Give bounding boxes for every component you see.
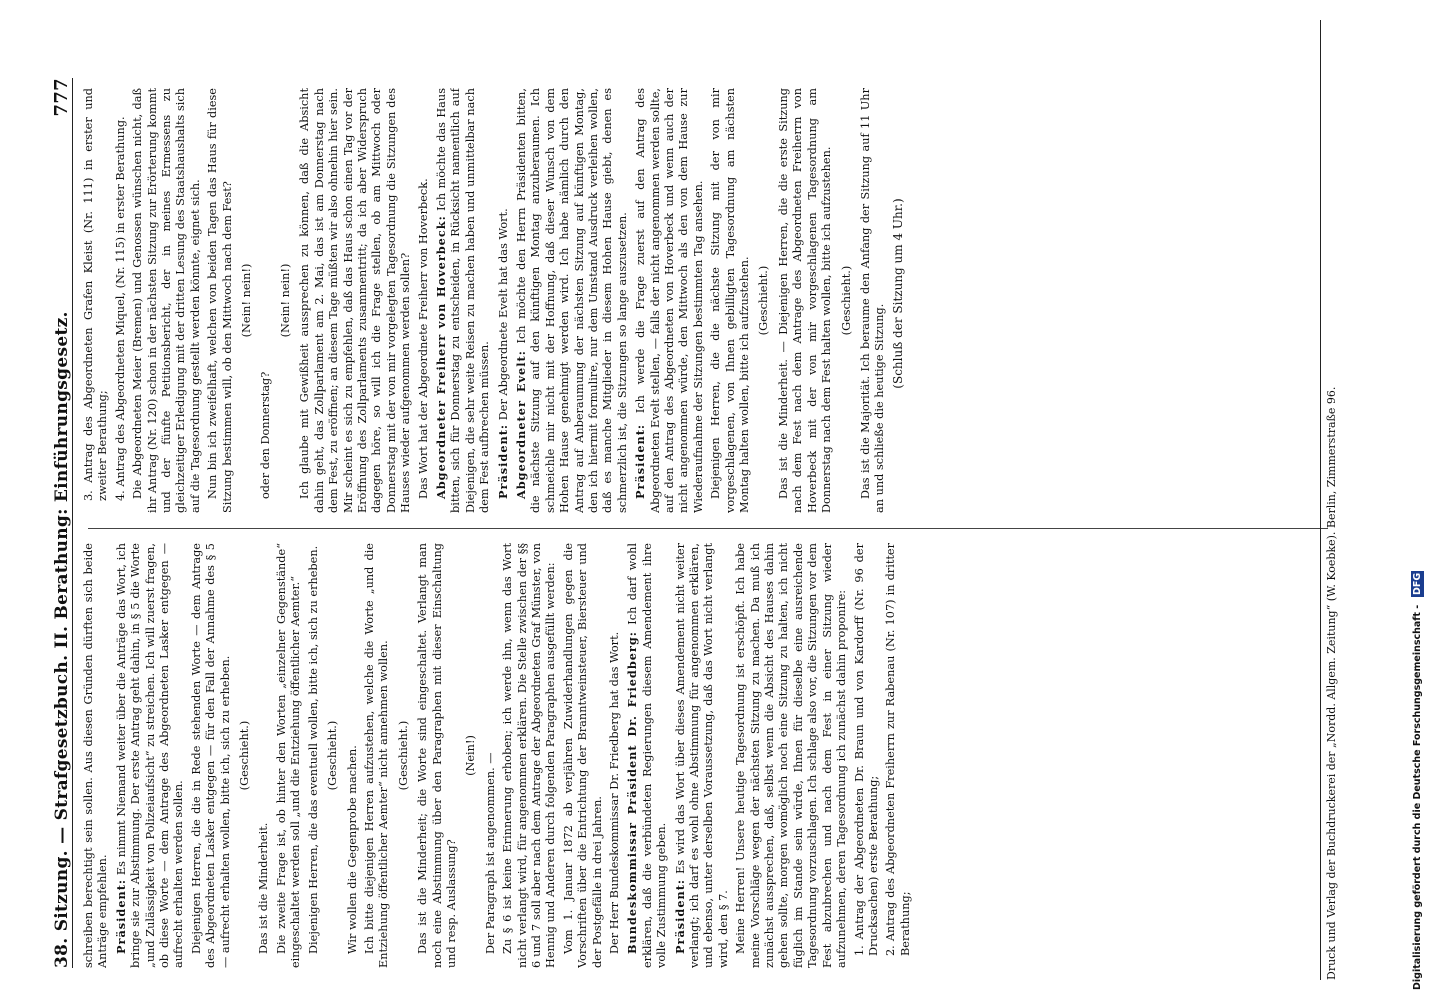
paragraph-text: Ich werde die Frage zuerst auf den Antrag des Abgeordneten Evelt stellen, — falls der nicht angenommen werden sollte, auf den Antrag des Abgeordneten von Hoverbeck und wenn auch der nicht angenommen würde, den Mittwoch als den von dem Hause zur Wiederaufnahme der Sitzungen bestimmten Tag ansehen. xyxy=(634,88,705,513)
stage-direction xyxy=(240,88,254,513)
agenda-item xyxy=(82,88,111,513)
paragraph xyxy=(625,543,669,968)
paragraph-text: (Geschieht.) xyxy=(396,720,410,791)
paragraph xyxy=(82,543,111,968)
paragraph-text: Das ist die Minderheit; die Worte sind eingeschaltet. Verlangt man noch eine Abstimmung über den Paragraphen mit dieser Einschaltung und resp. Auslassung? xyxy=(416,543,458,968)
dfg-logo: DFG xyxy=(1412,573,1423,596)
paragraph xyxy=(734,543,849,968)
paragraph-text: Die Abgeordneten Meier (Bremen) und Genossen wünschen nicht, daß ihr Antrag (Nr. 120) schon in der nächsten Sitzung zur Erörterung kommt und der fünfte Petitionsbericht, der in meines Ermessens zu gleichzeitiger Erledigung mit der dritten Lesung des Staatshaushalts sich auf die Tagesordnung gestellt werden könnte, eignet sich. xyxy=(131,88,202,513)
session-title: 38. Sitzung. — Strafgesetzbuch. II. Berathung: Einführungsgesetz. xyxy=(52,311,72,968)
agenda-item xyxy=(853,543,882,968)
paragraph xyxy=(514,88,630,513)
paragraph xyxy=(417,88,431,513)
digitization-note xyxy=(1412,30,1430,990)
paragraph-text: (Nein! nein!) xyxy=(278,263,292,338)
paragraph xyxy=(608,543,622,968)
paragraph xyxy=(709,88,752,513)
paragraph-text: (Nein! nein!) xyxy=(240,263,254,338)
session-end xyxy=(891,88,905,513)
paragraph-text: (Nein!) xyxy=(464,735,478,776)
paragraph xyxy=(633,88,706,513)
paragraph xyxy=(501,543,559,968)
paragraph-text: Der Paragraph ist angenommen. — xyxy=(483,752,497,954)
digitization-text: Digitalisierung gefördert durch die Deutsche Forschungsgemeinschaft - xyxy=(1412,604,1423,990)
paragraph-text: Meine Herren! Unsere heutige Tagesordnung ist erschöpft. Ich habe meine Vorschläge wegen der nächsten Sitzung zu machen. Da muß ich zunächst aussprechen, daß, selbst wenn die Absicht des Hauses dahin gehen sollte, morgen womöglich noch eine Sitzung zu halten, ich nicht füglich im Stande sein würde, Ihnen für dieselbe eine ausreichende Tagesordnung vorzuschlagen. Ich schlage also vor, die Sitzungen vor dem Fest abzubrechen und nach dem Fest in einer Sitzung wieder aufzunehmen, deren Tagesordnung ich zunächst dahin proponire: xyxy=(734,543,849,968)
paragraph-text: oder den Donnerstag? xyxy=(259,371,273,499)
left-column xyxy=(82,543,1332,968)
stage-direction xyxy=(840,88,854,513)
paragraph-text: Ich bitte diejenigen Herren aufzustehen, welche die Worte „und die Entziehung öffentlicher Aemter“ nicht annehmen wollen. xyxy=(362,543,391,968)
paragraph-text: 4. Antrag des Abgeordneten Miquel, (Nr. 115) in erster Berathung. xyxy=(113,116,127,501)
paragraph xyxy=(114,543,187,968)
paragraph xyxy=(777,88,835,513)
paragraph-text: Die zweite Frage ist, ob hinter den Worten „einzelner Gegenstände“ eingeschaltet werden soll „und die Entziehung öffentlicher Aemter.“ xyxy=(274,543,303,968)
paragraph xyxy=(257,543,271,968)
paragraph-text: Nun bin ich zweifelhaft, welchen von beiden Tagen das Haus für diese Sitzung bestimmen will, ob den Mittwoch nach dem Fest? xyxy=(206,88,234,513)
paragraph-text: Ich möchte den Herrn Präsidenten bitten, die nächste Sitzung auf den künftigen Montag anzuberaumen. Ich schmeichle mir nicht mit der Hoffnung, daß dieser Wunsch von dem Hohen Hause genehmigt werden wird. Ich habe nämlich durch den Antrag auf Anberaumung der nächsten Sitzung auf künftigen Montag, den ich hiermit formulire, nur dem Umstand Ausdruck verleihen wollen, daß es manche Mitglieder in diesem Hohen Hause giebt, denen es schmerzlich ist, die Sitzungen so lange auszusetzen. xyxy=(514,88,629,513)
paragraph xyxy=(673,543,732,968)
paragraph xyxy=(259,88,273,513)
stage-direction xyxy=(279,88,293,513)
paragraph-text: Ich möchte das Haus bitten, sich für Donnerstag zu entscheiden, in Rücksicht namentlich auf Diejenigen, die sehr weite Reisen zu machen haben und unmittelbar nach dem Fest aufbrechen müssen. xyxy=(434,88,492,513)
speaker-name: Präsident: xyxy=(495,423,510,499)
paragraph xyxy=(496,88,511,513)
paragraph-text: Das ist die Minderheit. xyxy=(257,822,271,954)
paragraph xyxy=(206,88,235,513)
paragraph-text: Vom 1. Januar 1872 ab verjähren Zuwiderhandlungen gegen die Vorschriften über die Entrichtung der Branntweinsteuer, Biersteuer und der Postgefälle in drei Jahren. xyxy=(561,543,604,968)
stage-direction xyxy=(464,543,478,968)
speaker-name: Präsident: xyxy=(113,878,128,954)
paragraph xyxy=(346,543,360,968)
paragraph xyxy=(131,88,203,513)
paragraph-text: Diejenigen Herren, die die in Rede stehenden Worte — dem Antrage des Abgeordneten Lasker entgegen — für den Fall der Annahme des § 5 — aufrecht erhalten wollen, bitte ich, sich zu erheben. xyxy=(189,543,232,968)
agenda-item xyxy=(884,543,913,968)
paragraph-text: (Geschieht.) xyxy=(326,720,340,791)
paragraph-text: Der Abgeordnete Evelt hat das Wort. xyxy=(496,208,510,421)
paragraph-text: (Geschieht.) xyxy=(757,265,771,336)
paragraph-text: (Geschieht.) xyxy=(839,265,853,336)
paragraph xyxy=(307,543,321,968)
speaker-name: Bundeskommissar Präsident Dr. Friedberg: xyxy=(625,631,640,954)
paragraph-text: Wir wollen die Gegenprobe machen. xyxy=(345,745,359,954)
paragraph-text: Diejenigen Herren, die die nächste Sitzung mit der von mir vorgeschlagenen, von Ihnen gebilligten Tagesordnung am nächsten Montag halten wollen, bitte ich aufzustehen. xyxy=(709,88,752,513)
printer-imprint: Druck und Verlag der Buchdruckerei der „Nordd. Allgem. Zeitung“ (W. Koebke). Berlin, Zimmerstraße 96. xyxy=(1320,20,1365,980)
paragraph xyxy=(859,88,888,513)
right-column xyxy=(82,88,1332,513)
paragraph-text: Zu § 6 ist keine Erinnerung erhoben; ich werde ihn, wenn das Wort nicht verlangt wird, für angenommen erklären. Die Stelle zwischen der §§ 6 und 7 soll aber nach dem Antrage der Abgeordneten Graf Münster, von Hennig und Anderen durch folgenden Paragraphen ausgefüllt werden: xyxy=(501,543,558,968)
paragraph-text: 2. Antrag des Abgeordneten Freiherrn zur Rabenau (Nr. 107) in dritter Berathung; xyxy=(884,543,912,956)
paragraph xyxy=(562,543,605,968)
paragraph xyxy=(484,543,498,968)
paragraph-text: Das ist die Majorität. Ich beraume den Anfang der Sitzung auf 11 Uhr an und schließe die heutige Sitzung. xyxy=(858,88,887,513)
document-page xyxy=(38,78,1338,968)
paragraph-text: Ich darf wohl erklären, daß die verbündeten Regierungen diesem Amendement ihre volle Zustimmung geben. xyxy=(626,543,669,968)
page-header xyxy=(38,78,73,968)
paragraph-text: Das ist die Minderheit. — Diejenigen Herren, die die erste Sitzung nach dem Fest nach dem Antrage des Abgeordneten Freiherrn von Hoverbeck mit der von mir vorgeschlagenen Tagesordnung am Donnerstag nach dem Fest halten wollen, bitte ich aufzustehen. xyxy=(776,88,834,513)
paragraph xyxy=(298,88,413,513)
column-divider xyxy=(88,528,1328,529)
paragraph xyxy=(434,88,493,513)
speaker-name: Abgeordneter Freiherr von Hoverbeck: xyxy=(433,215,448,499)
paragraph-text: (Schluß der Sitzung um 4 Uhr.) xyxy=(890,198,905,389)
stage-direction xyxy=(326,543,340,968)
stage-direction xyxy=(238,543,252,968)
paragraph xyxy=(275,543,304,968)
paragraph-text: Diejenigen Herren, die das eventuell wollen, bitte ich, sich zu erheben. xyxy=(306,545,320,954)
paragraph-text: schreiben berechtigt sein sollen. Aus diesen Gründen dürften sich beide Anträge empfehlen. xyxy=(82,543,110,968)
paragraph-text: Ich glaube mit Gewißheit aussprechen zu können, daß die Absicht dahin geht, das Zollparlament am 2. Mai, das ist am Donnerstag nach dem Fest, zu eröffnen; an diesem Tage müßten wir also ohnehin hier sein. Mir scheint es sich zu empfehlen, daß das Haus schon einen Tag vor der Eröffnung des Zollparlaments zusammentritt; da ich aber Widerspruch dagegen höre, so will ich die Frage stellen, ob am Mittwoch oder Donnerstag mit der von mir vorgelegten Tagesordnung die Sitzungen des Hauses wieder aufgenommen werden sollen? xyxy=(298,88,413,513)
paragraph xyxy=(190,543,233,968)
paragraph-text: (Geschieht.) xyxy=(238,720,252,791)
paragraph-text: 1. Antrag der Abgeordneten Dr. Braun und von Kardorff (Nr. 96 der Drucksachen) erste Berathung; xyxy=(852,543,880,956)
speaker-name: Abgeordneter Evelt: xyxy=(513,350,528,499)
stage-direction xyxy=(397,543,411,968)
paragraph-text: Es wird das Wort über dieses Amendement nicht weiter verlangt; ich darf es wohl ohne Abstimmung für angenommen erklären, und ebenso, unter derselben Voraussetzung, daß das Wort nicht verlangt wird, den § 7. xyxy=(673,543,730,968)
paragraph-text: 3. Antrag des Abgeordneten Grafen Kleist (Nr. 111) in erster und zweiter Berathung; xyxy=(82,88,110,501)
speaker-name: Präsident: xyxy=(672,878,687,954)
paragraph xyxy=(416,543,459,968)
paragraph-text: Das Wort hat der Abgeordnete Freiherr von Hoverbeck. xyxy=(416,178,430,499)
page-number: 777 xyxy=(51,78,72,117)
paragraph-text: Der Herr Bundeskommissar Dr. Friedberg hat das Wort. xyxy=(608,631,621,954)
speaker-name: Präsident: xyxy=(633,423,648,499)
paragraph-text: Es nimmt Niemand weiter über die Anträge das Wort, ich bringe sie zur Abstimmung. Der erste Antrag geht dahin, in § 5 die Worte „und Zulässigkeit von Polizeiaufsicht“ zu streichen. Ich will zuerst fragen, ob diese Worte — dem Antrage des Abgeordneten Lasker entgegen — aufrecht erhalten werden sollen. xyxy=(114,543,186,968)
stage-direction xyxy=(757,88,771,513)
agenda-item xyxy=(114,88,128,513)
paragraph xyxy=(363,543,392,968)
